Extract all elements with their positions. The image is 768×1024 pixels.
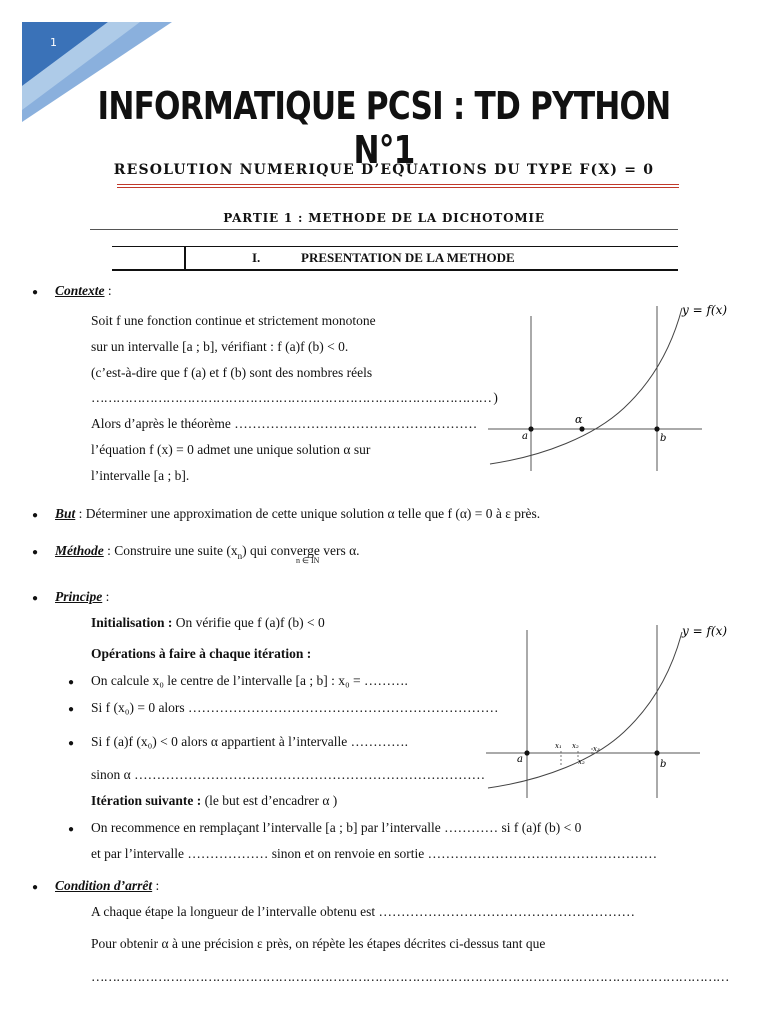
condition-heading: Condition d’arrêt :	[55, 878, 160, 893]
label-b: b	[660, 759, 667, 770]
contexte-line-2: sur un intervalle [a ; b], vérifiant : f (a)f (b) < 0.	[91, 339, 349, 354]
condition-line-3: ………………………………………………………………………………………………………………………………………	[91, 969, 729, 984]
contexte-heading: Contexte :	[55, 283, 112, 298]
label-x2-below: x₂	[578, 758, 585, 766]
bullet-methode: ●	[32, 547, 39, 558]
methode-subscript: n ∈ IN	[296, 556, 320, 565]
label-x3: x₃	[593, 745, 600, 753]
bullet-repeat: ●	[68, 824, 75, 835]
title-rule	[117, 184, 679, 185]
part-title: PARTIE 1 : METHODE DE LA DICHOTOMIE	[223, 211, 545, 225]
bullet-principe: ●	[32, 593, 39, 604]
contexte-line-3: (c’est-à-dire que f (a) et f (b) sont des nombres réels	[91, 365, 373, 380]
operations-heading: Opérations à faire à chaque itération :	[91, 646, 312, 661]
op-line-3: Si f (a)f (x₀) < 0 alors α appartient à l’intervalle ………….	[91, 734, 409, 749]
condition-line-2: Pour obtenir α à une précision ε près, on répète les étapes décrites ci-dessus tant que	[91, 936, 546, 951]
op-line-1: On calcule x₀ le centre de l’intervalle [a ; b] : x₀ = ……….	[91, 673, 408, 688]
section-title: PRESENTATION DE LA METHODE	[301, 250, 515, 265]
section-number: I.	[252, 250, 261, 265]
contexte-line-7: l’intervalle [a ; b].	[91, 468, 190, 483]
principe-heading: Principe :	[55, 589, 110, 604]
bullet-but: ●	[32, 510, 39, 521]
label-x2: x₂	[572, 742, 579, 750]
repeat-line-1: On recommence en remplaçant l’intervalle [a ; b] par l’intervalle ………… si f (a)f (b) < 0	[91, 820, 582, 835]
curve-label: y = f(x)	[682, 624, 728, 638]
point-b	[654, 426, 659, 431]
page-subtitle: RESOLUTION NUMERIQUE D’EQUATIONS DU TYPE F(X) = 0	[113, 162, 655, 178]
curve-label: y = f(x)	[682, 303, 728, 317]
initialisation-line: Initialisation : On vérifie que f (a)f (b) < 0	[91, 615, 325, 630]
contexte-line-6: l’équation f (x) = 0 admet une unique solution α sur	[91, 442, 371, 457]
bullet-contexte: ●	[32, 287, 39, 298]
part-rule	[90, 229, 678, 230]
op-line-2: Si f (x₀) = 0 alors ……………………………………………………………	[91, 700, 499, 715]
point-alpha	[579, 426, 584, 431]
label-b: b	[660, 433, 667, 444]
condition-line-1: A chaque étape la longueur de l’intervalle obtenu est …………………………………………………	[91, 904, 636, 919]
contexte-line-5: Alors d’après le théorème ………………………………………………	[91, 416, 478, 431]
graph-dichotomy-2	[484, 620, 746, 800]
label-alpha: α	[575, 413, 583, 426]
page-number: 1	[50, 36, 57, 49]
bullet-op-1: ●	[68, 677, 75, 688]
point-b	[654, 750, 659, 755]
curve	[490, 308, 682, 464]
contexte-line-1: Soit f une fonction continue et strictement monotone	[91, 313, 376, 328]
label-a: a	[517, 754, 523, 765]
but-line: But : Déterminer une approximation de cette unique solution α telle que f (α) = 0 à ε près.	[55, 506, 541, 521]
repeat-line-2: et par l’intervalle ……………… sinon et on renvoie en sortie ……………………………………………	[91, 846, 658, 861]
label-a: a	[522, 431, 528, 442]
iteration-suivante-line: Itération suivante : (le but est d’encadrer α )	[91, 793, 338, 808]
bullet-op-3: ●	[68, 738, 75, 749]
page-title: INFORMATIQUE PCSI : TD PYTHON N°1	[97, 84, 671, 172]
point-a	[528, 426, 533, 431]
contexte-line-4: …………………………………………………………………………………… )	[91, 390, 497, 405]
point-a	[524, 750, 529, 755]
label-x1: x₁	[555, 742, 562, 750]
bullet-condition: ●	[32, 882, 39, 893]
graph-dichotomy-1	[484, 296, 746, 474]
methode-line: Méthode : Construire une suite $(x_n)$ qui converge vers α.	[55, 543, 360, 561]
title-rule-double	[117, 187, 679, 188]
bullet-op-2: ●	[68, 704, 75, 715]
op-line-4: sinon α ……………………………………………………………………	[91, 767, 486, 782]
